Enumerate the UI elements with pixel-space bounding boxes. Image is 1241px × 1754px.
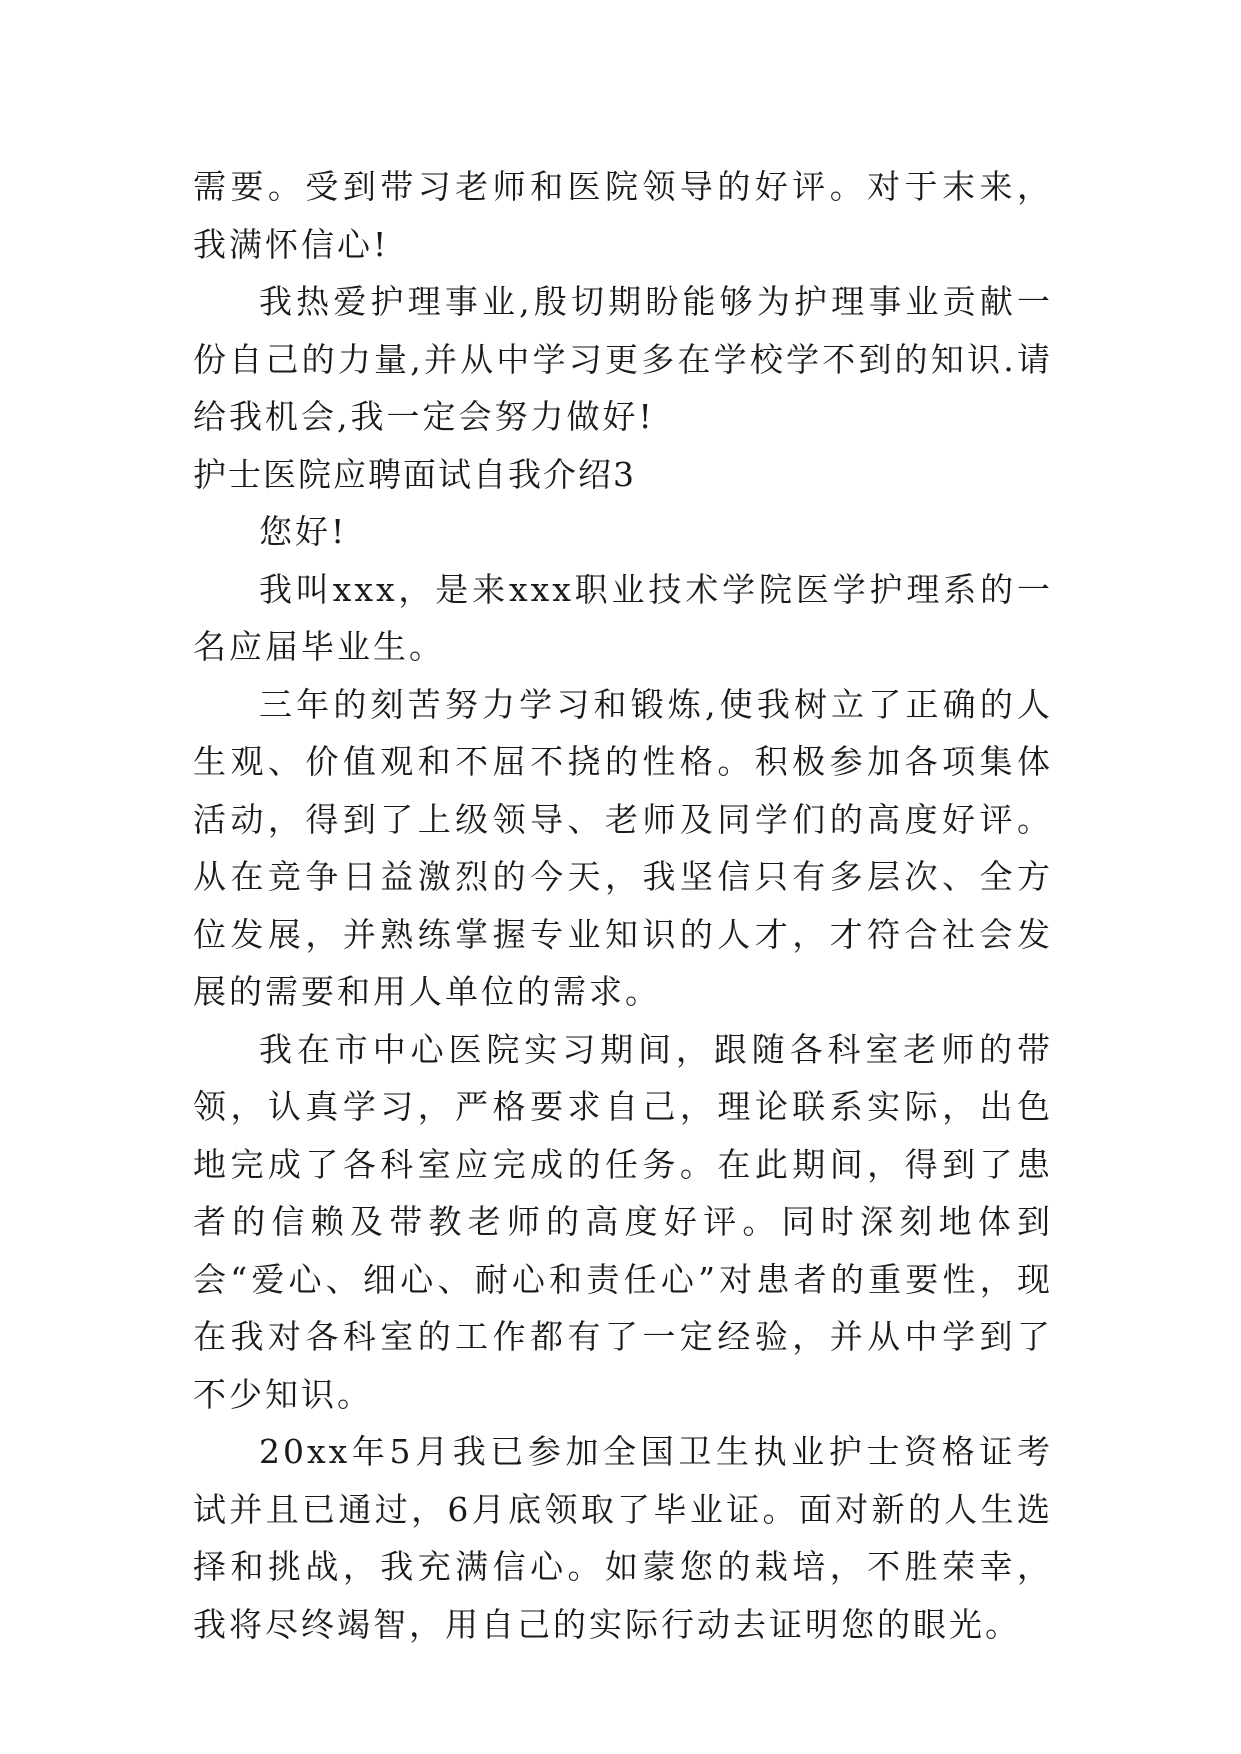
paragraph-certification: 20xx年5月我已参加全国卫生执业护士资格证考试并且已通过，6月底领取了毕业证。面对新的人生选择和挑战，我充满信心。如蒙您的栽培，不胜荣幸，我将尽终竭智，用自己的实际行动去证明您的眼光。 xyxy=(193,1432,1053,1644)
paragraph-career-aspiration: 我热爱护理事业,殷切期盼能够为护理事业贡献一份自己的力量,并从中学习更多在学校学不到的知识.请给我机会,我一定会努力做好! xyxy=(193,282,1053,436)
section-heading: 护士医院应聘面试自我介绍3 xyxy=(193,454,636,494)
document-body xyxy=(193,158,1053,1653)
greeting: 您好! xyxy=(259,512,348,551)
paragraph-introduction: 我叫xxx，是来xxx职业技术学院医学护理系的一名应届毕业生。 xyxy=(193,569,1053,666)
paragraph-internship: 我在市中心医院实习期间，跟随各科室老师的带领，认真学习，严格要求自己，理论联系实际，出色地完成了各科室应完成的任务。在此期间，得到了患者的信赖及带教老师的高度好评。同时深刻地体到会“爱心、细心、耐心和责任心”对患者的重要性，现在我对各科室的工作都有了一定经验，并从中学到了不少知识。 xyxy=(193,1029,1053,1414)
paragraph-continuation: 需要。受到带习老师和医院领导的好评。对于末来，我满怀信心! xyxy=(193,167,1053,264)
paragraph-education: 三年的刻苦努力学习和锻炼,使我树立了正确的人生观、价值观和不屈不挠的性格。积极参加各项集体活动，得到了上级领导、老师及同学们的高度好评。从在竞争日益激烈的今天，我坚信只有多层次、全方位发展，并熟练掌握专业知识的人才，才符合社会发展的需要和用人单位的需求。 xyxy=(193,684,1053,1011)
